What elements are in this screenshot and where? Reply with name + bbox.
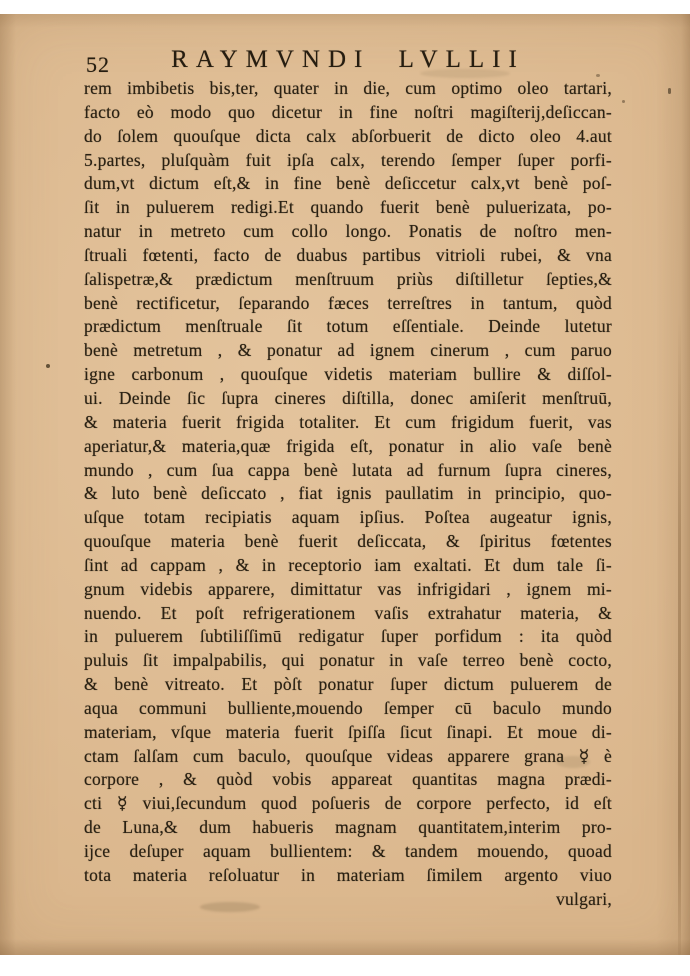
text-line: rem imbibetis bis,ter, quater in die, cum optimo oleo tartari,	[84, 78, 612, 98]
text-line: materiam, vſque materia fuerit ſpiſſa ſicut ſinapi. Et moue di-	[84, 721, 612, 742]
text-line: de Luna,& dum habueris magnam quantitatem,interim pro-	[84, 817, 612, 838]
ink-speck	[622, 100, 625, 103]
text-line: benè metretum , & ponatur ad ignem cinerum , cum paruo	[84, 340, 612, 361]
body-text	[84, 77, 612, 912]
text-line: & materia fuerit frigida totaliter. Et cum frigidum fuerit, vas	[84, 411, 612, 432]
text-line: ui. Deinde ſic ſupra cineres diſtilla, donec amiſerit menſtruū,	[84, 387, 612, 408]
text-line: cti ☿ viui,ſecundum quod poſueris de corpore perfecto, id eſt	[84, 793, 612, 814]
page-edge-crease	[678, 314, 681, 955]
text-line: aperiatur,& materia,quæ frigida eſt, ponatur in alio vaſe benè	[84, 435, 612, 456]
text-line: benè rectificetur, ſeparando fæces terreſtres in tantum, quòd	[84, 292, 612, 313]
page-header	[84, 46, 612, 78]
text-line: mundo , cum ſua cappa benè lutata ad furnum ſupra cineres,	[84, 459, 612, 480]
text-line: igne carbonum , quouſque videtis materiam bullire & diſſol-	[84, 364, 612, 385]
text-line: ſtruali fœtenti, facto de duabus partibus vitrioli rubei, & vna	[84, 244, 612, 265]
text-line: & benè vitreato. Et pòſt ponatur ſuper dictum puluerem de	[84, 674, 612, 695]
text-line: tota materia reſoluatur in materiam ſimilem argento viuo	[84, 864, 612, 885]
text-line: ſit in puluerem redigi.Et quando fuerit benè puluerizata, po-	[84, 197, 612, 218]
text-line: ſint ad cappam , & in receptorio iam exaltati. Et dum tale ſi-	[84, 554, 612, 575]
text-line: prædictum menſtruale ſit totum eſſentiale. Deinde lutetur	[84, 316, 612, 337]
text-line: puluis ſit impalpabilis, qui ponatur in vaſe terreo benè cocto,	[84, 650, 612, 671]
text-line: natur in metreto cum collo longo. Ponatis de noſtro men-	[84, 221, 612, 242]
text-line: facto eò modo quo dicetur in fine noſtri magiſterij,deſiccan-	[84, 101, 612, 122]
text-line: do ſolem quouſque dicta calx abſorbuerit de dicto oleo 4.aut	[84, 125, 612, 146]
text-line: & luto benè deſiccato , fiat ignis paullatim in principio, quo-	[84, 483, 612, 504]
text-line: ſalispetræ,& prædictum menſtruum priùs diſtilletur ſepties,&	[84, 268, 612, 289]
text-line: ijce deſuper aquam bullientem: & tandem mouendo, quoad	[84, 841, 612, 861]
text-line: quouſque materia benè fuerit deſiccata, & ſpiritus fœtentes	[84, 531, 612, 552]
text-line: gnum videbis apparere, dimittatur vas infrigidari , ignem mi-	[84, 578, 612, 599]
text-line: uſque totam recipiatis aquam ipſius. Poſtea augeatur ignis,	[84, 507, 612, 528]
text-line: in puluerem ſubtiliſſimū redigatur ſuper porfidum : ita quòd	[84, 626, 612, 647]
text-line: dum,vt dictum eſt,& in fine benè deſiccetur calx,vt benè poſ-	[84, 173, 612, 194]
page-number: 52	[86, 52, 110, 77]
text-line: corpore , & quòd vobis appareat quantitas magna prædi-	[84, 769, 612, 790]
text-line: ctam ſalſam cum baculo, quouſque videas apparere grana ☿ è	[84, 745, 612, 766]
catchword: vulgari,	[556, 888, 612, 909]
text-line: nuendo. Et poſt refrigerationem vaſis extrahatur materia, &	[84, 602, 612, 623]
ink-speck	[668, 88, 671, 94]
paper-stain	[46, 364, 50, 368]
text-line: 5.partes, pluſquàm fuit ipſa calx, terendo ſemper ſuper porfi-	[84, 149, 612, 170]
running-title: RAYMVNDI LVLLII	[171, 46, 525, 73]
text-line: aqua communi bulliente,mouendo ſemper cū baculo mundo	[84, 697, 612, 718]
